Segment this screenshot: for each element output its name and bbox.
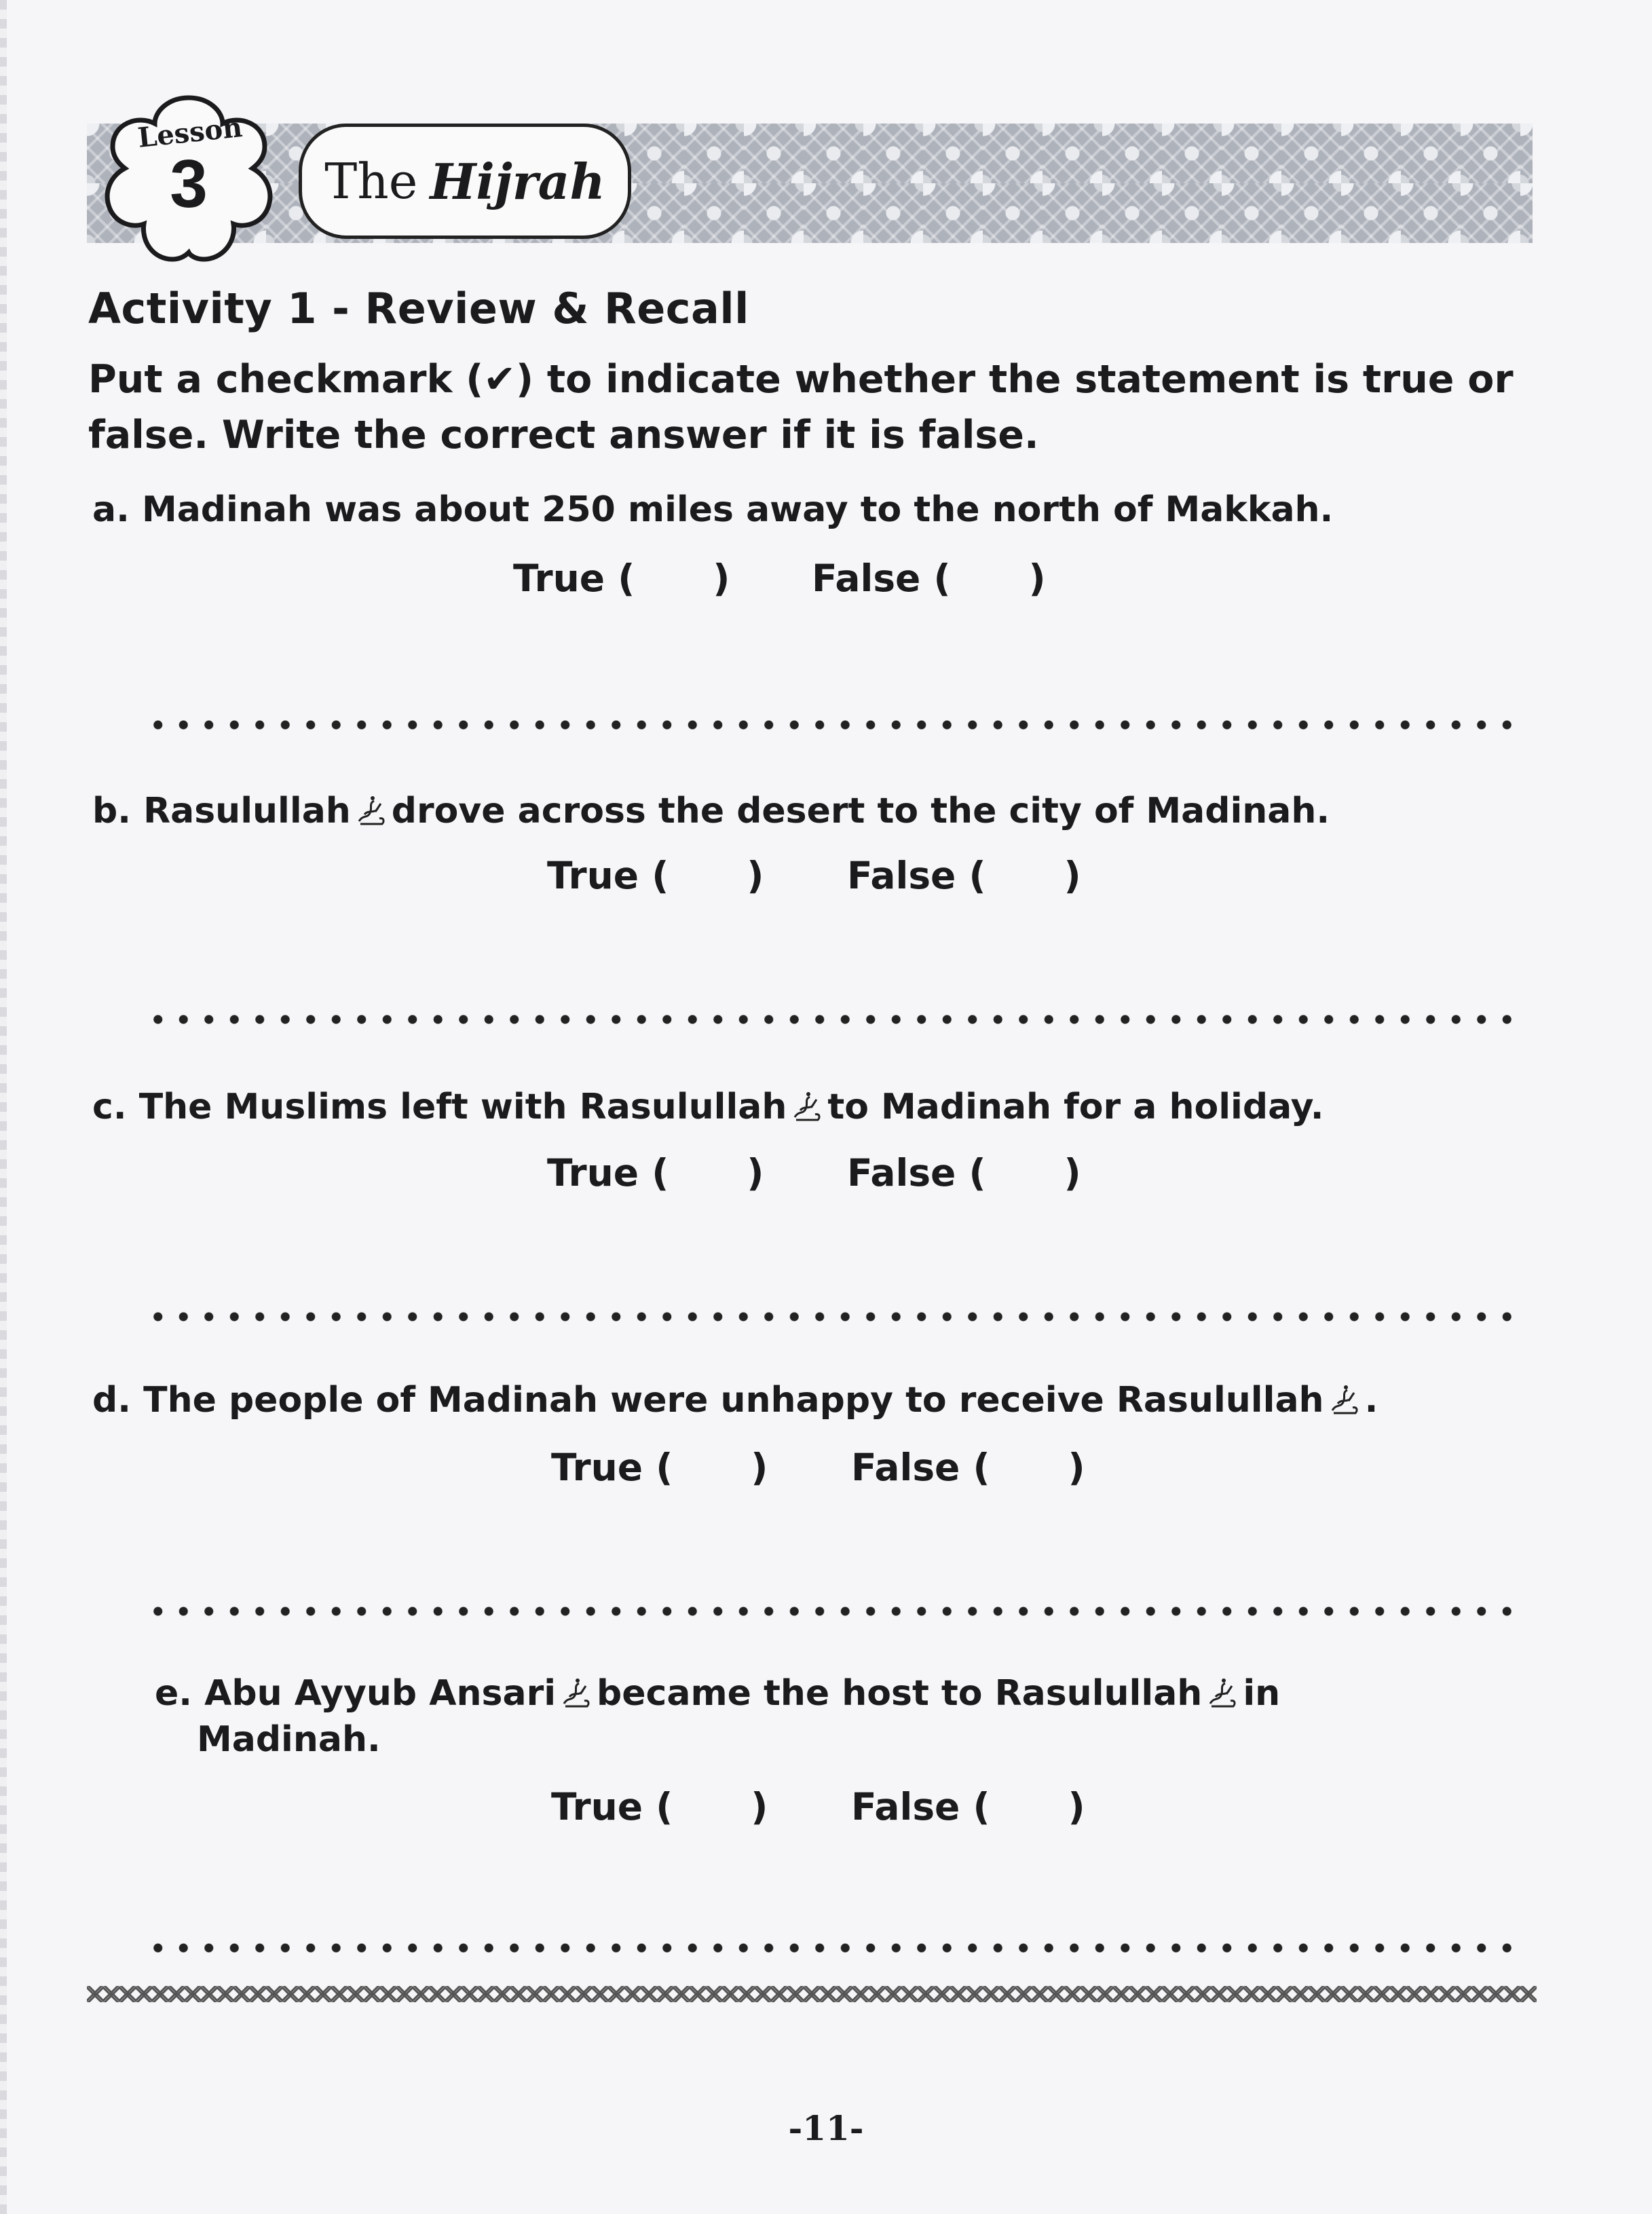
question-b — [92, 789, 1330, 833]
false-option[interactable]: False ( ) — [812, 557, 1046, 600]
false-option[interactable]: False ( ) — [847, 854, 1081, 897]
activity-instructions — [88, 352, 1547, 463]
question-text: The Muslims left with Rasulullah — [138, 1087, 787, 1127]
question-text-end: drove across the desert to the city of Madinah. — [391, 791, 1330, 831]
calligraphy-seal-icon — [560, 1676, 593, 1709]
activity-heading: Activity 1 - Review & Recall — [88, 284, 749, 333]
lesson-number: 3 — [170, 146, 208, 222]
question-d — [92, 1378, 1378, 1423]
instruction-text-start: Put a checkmark ( — [88, 357, 484, 402]
calligraphy-seal-icon — [1328, 1383, 1361, 1416]
answer-line[interactable] — [145, 1943, 1519, 1953]
question-text: Madinah was about 250 miles away to the north of Makkah. — [141, 489, 1334, 530]
question-label: b. — [92, 791, 131, 831]
answer-line[interactable] — [145, 1606, 1519, 1617]
true-option[interactable]: True ( ) — [547, 854, 764, 897]
title-hijrah: Hijrah — [430, 152, 605, 210]
true-option[interactable]: True ( ) — [513, 557, 730, 600]
title-the: The — [324, 153, 418, 210]
lesson-label: Lesson — [136, 111, 244, 154]
lesson-title — [299, 124, 631, 239]
true-option[interactable]: True ( ) — [547, 1151, 764, 1195]
true-option[interactable]: True ( ) — [551, 1446, 768, 1489]
question-a — [92, 487, 1333, 532]
checkmark-icon: ✔ — [483, 357, 517, 402]
question-label: d. — [92, 1380, 131, 1421]
question-text-end: in — [1243, 1673, 1281, 1714]
spiral-binding-edge — [0, 0, 7, 2214]
calligraphy-seal-icon — [1206, 1676, 1239, 1709]
question-e-line2: Madinah. — [197, 1719, 381, 1760]
answer-line[interactable] — [145, 1311, 1519, 1322]
question-text-end: to Madinah for a holiday. — [827, 1087, 1324, 1127]
question-text-middle: became the host to Rasulullah — [597, 1673, 1203, 1714]
question-e — [155, 1671, 1444, 1716]
lesson-badge — [87, 84, 290, 274]
page-number: -11- — [788, 2108, 864, 2148]
false-option[interactable]: False ( ) — [851, 1446, 1085, 1489]
question-c — [92, 1085, 1324, 1129]
false-option[interactable]: False ( ) — [847, 1151, 1081, 1195]
calligraphy-seal-icon — [355, 794, 388, 827]
question-text: The people of Madinah were unhappy to receive Rasulullah — [143, 1380, 1324, 1421]
instruction-text-end: ) to indicate whether the statement is true or false. Write the correct answer if it is false. — [88, 357, 1514, 457]
false-option[interactable]: False ( ) — [851, 1785, 1085, 1828]
question-label: e. — [155, 1673, 193, 1714]
question-text-end: . — [1364, 1380, 1378, 1421]
question-label: c. — [92, 1087, 127, 1127]
question-label: a. — [92, 489, 130, 530]
true-option[interactable]: True ( ) — [551, 1785, 768, 1828]
answer-line[interactable] — [145, 719, 1519, 730]
question-text: Rasulullah — [143, 791, 351, 831]
calligraphy-seal-icon — [791, 1090, 823, 1123]
question-text: Abu Ayyub Ansari — [204, 1673, 557, 1714]
decorative-border — [87, 1986, 1537, 2002]
answer-line[interactable] — [145, 1014, 1519, 1025]
